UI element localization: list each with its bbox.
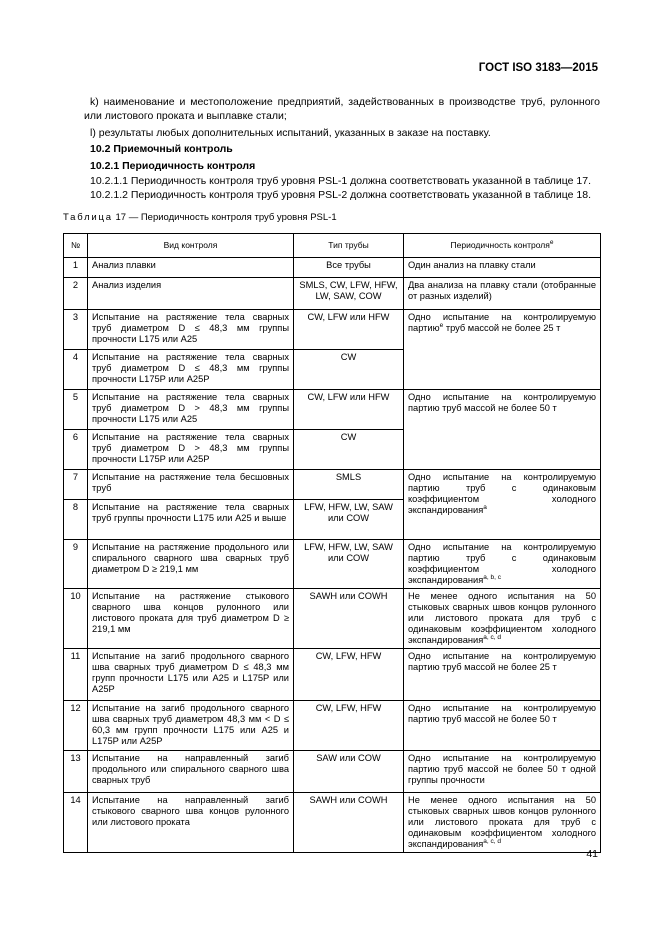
cell-pipe-type: CW, LFW или HFW — [294, 310, 404, 350]
table-row — [64, 470, 601, 500]
table-row — [64, 390, 601, 430]
cell-frequency — [404, 540, 601, 589]
cell-frequency: Одно испытание на контролируемую партию труб массой не более 50 т — [404, 701, 601, 751]
cell-num: 9 — [64, 540, 88, 589]
cell-pipe-type: CW — [294, 430, 404, 470]
cell-frequency: Одно испытание на контролируемую партию труб массой не более 50 т одной группы прочности — [404, 751, 601, 793]
section-heading: 10.2 Приемочный контроль — [90, 143, 233, 155]
cell-kind: Анализ плавки — [88, 258, 294, 278]
frequency-text: Одно испытание на контролируемую партию труб с одинаковым коэффициентом холодного экспандирования — [408, 542, 596, 585]
header-frequency-label: Периодичность контроля — [450, 240, 550, 250]
table-caption — [63, 212, 337, 223]
cell-num: 12 — [64, 701, 88, 751]
cell-kind: Испытание на загиб продольного сварного шва сварных труб диаметром D ≤ 48,3 мм групп прочности L175 или A25 и L175P или A25P — [88, 649, 294, 701]
cell-frequency: Один анализ на плавку стали — [404, 258, 601, 278]
table-header-row — [64, 234, 601, 258]
cell-num: 2 — [64, 278, 88, 310]
cell-kind: Испытание на направленный загиб продольного или спирального сварного шва сварных труб — [88, 751, 294, 793]
cell-pipe-type: SAWH или COWH — [294, 793, 404, 853]
intro-item-l: l) результаты любых дополнительных испытаний, указанных в заказе на поставку. — [90, 127, 491, 139]
document-code: ГОСТ ISO 3183—2015 — [478, 62, 598, 74]
frequency-text: Не менее одного испытания на 50 стыковых сварных швов концов рулонного или листового проката для труб с одинаковым коэффициентом холодного экспандирования — [408, 591, 596, 645]
section-subheading: 10.2.1 Периодичность контроля — [90, 160, 256, 172]
footnote-mark: a, b, c — [483, 573, 501, 581]
cell-num: 8 — [64, 500, 88, 540]
clause-10-2-1-2: 10.2.1.2 Периодичность контроля труб уровня PSL-2 должна соответствовать указанной в таблице 18. — [90, 189, 591, 201]
table-row — [64, 278, 601, 310]
footnote-mark: e — [439, 321, 444, 329]
table-caption-prefix: Таблица — [63, 212, 113, 223]
cell-num: 1 — [64, 258, 88, 278]
cell-kind: Испытание на загиб продольного сварного шва сварных труб диаметром 48,3 мм < D ≤ 60,3 мм групп прочности L175 или A25 и L175P или A25P — [88, 701, 294, 751]
page-number: 41 — [586, 848, 598, 860]
table-row — [64, 649, 601, 701]
table-row — [64, 310, 601, 350]
header-kind: Вид контроля — [88, 234, 294, 258]
cell-num: 6 — [64, 430, 88, 470]
footnote-mark: a, c, d — [483, 633, 501, 641]
cell-kind: Испытание на растяжение тела бесшовных труб — [88, 470, 294, 500]
cell-pipe-type: CW, LFW или HFW — [294, 390, 404, 430]
table-row — [64, 258, 601, 278]
frequency-text: Не менее одного испытания на 50 стыковых сварных швов концов рулонного или листового проката для труб с одинаковым коэффициентом холодного экспандирования — [408, 795, 596, 849]
footnote-mark: a, c, d — [483, 837, 501, 845]
footnote-mark: a — [483, 503, 487, 511]
cell-kind: Испытание на направленный загиб стыкового сварного шва концов рулонного или листового проката — [88, 793, 294, 853]
cell-num: 3 — [64, 310, 88, 350]
table-row — [64, 540, 601, 589]
cell-pipe-type: LFW, HFW, LW, SAW или COW — [294, 540, 404, 589]
cell-kind: Испытание на растяжение стыкового сварного шва концов рулонного или листового проката для труб диаметром D ≥ 219,1 мм — [88, 589, 294, 649]
cell-kind: Испытание на растяжение тела сварных труб диаметром D > 48,3 мм группы прочности L175 или A25 — [88, 390, 294, 430]
cell-pipe-type: CW, LFW, HFW — [294, 701, 404, 751]
cell-num: 10 — [64, 589, 88, 649]
footnote-mark: e — [549, 239, 554, 247]
cell-num: 13 — [64, 751, 88, 793]
cell-frequency: Одно испытание на контролируемую партию труб массой не более 50 т — [404, 390, 601, 470]
cell-frequency — [404, 310, 601, 390]
header-num: № — [64, 234, 88, 258]
header-frequency — [404, 234, 601, 258]
table-row — [64, 589, 601, 649]
cell-frequency — [404, 793, 601, 853]
clause-10-2-1-1: 10.2.1.1 Периодичность контроля труб уровня PSL-1 должна соответствовать указанной в таблице 17. — [90, 175, 591, 187]
cell-num: 4 — [64, 350, 88, 390]
cell-num: 14 — [64, 793, 88, 853]
cell-num: 5 — [64, 390, 88, 430]
cell-pipe-type: SMLS, CW, LFW, HFW, LW, SAW, COW — [294, 278, 404, 310]
table-row — [64, 701, 601, 751]
cell-pipe-type: CW, LFW, HFW — [294, 649, 404, 701]
cell-pipe-type: LFW, HFW, LW, SAW или COW — [294, 500, 404, 540]
cell-kind: Испытание на растяжение тела сварных труб диаметром D > 48,3 мм группы прочности L175P или A25P — [88, 430, 294, 470]
intro-list — [84, 95, 600, 140]
cell-kind: Испытание на растяжение тела сварных труб диаметром D ≤ 48,3 мм группы прочности L175P или A25P — [88, 350, 294, 390]
cell-kind: Испытание на растяжение тела сварных труб диаметром D ≤ 48,3 мм группы прочности L175 или A25 — [88, 310, 294, 350]
cell-pipe-type: CW — [294, 350, 404, 390]
cell-pipe-type: SMLS — [294, 470, 404, 500]
cell-kind: Испытание на растяжение продольного или спирального сварного шва сварных труб диаметром D ≥ 219,1 мм — [88, 540, 294, 589]
table-caption-title: 17 — Периодичность контроля труб уровня PSL-1 — [112, 212, 337, 223]
table-row — [64, 793, 601, 853]
cell-frequency: Два анализа на плавку стали (отобранные от разных изделий) — [404, 278, 601, 310]
intro-item-k: k) наименование и местоположение предприятий, задействованных в производстве труб, рулонного или листового проката и выплавке стали; — [84, 96, 600, 122]
header-pipe-type: Тип трубы — [294, 234, 404, 258]
cell-num: 7 — [64, 470, 88, 500]
cell-pipe-type: SAW или COW — [294, 751, 404, 793]
cell-frequency: Одно испытание на контролируемую партию труб массой не более 25 т — [404, 649, 601, 701]
cell-num: 11 — [64, 649, 88, 701]
inspection-frequency-table — [63, 233, 601, 853]
cell-pipe-type: SAWH или COWH — [294, 589, 404, 649]
cell-kind: Испытание на растяжение тела сварных труб группы прочности L175 или A25 и выше — [88, 500, 294, 540]
table-row — [64, 751, 601, 793]
frequency-text: Одно испытание на контролируемую партию труб с одинаковым коэффициентом холодного экспандирования — [408, 472, 596, 515]
cell-frequency — [404, 589, 601, 649]
cell-pipe-type: Все трубы — [294, 258, 404, 278]
cell-kind: Анализ изделия — [88, 278, 294, 310]
frequency-text: Одно испытание на контролируемую партию — [408, 312, 596, 333]
cell-frequency — [404, 470, 601, 540]
frequency-text-tail: труб массой не более 25 т — [443, 323, 561, 333]
